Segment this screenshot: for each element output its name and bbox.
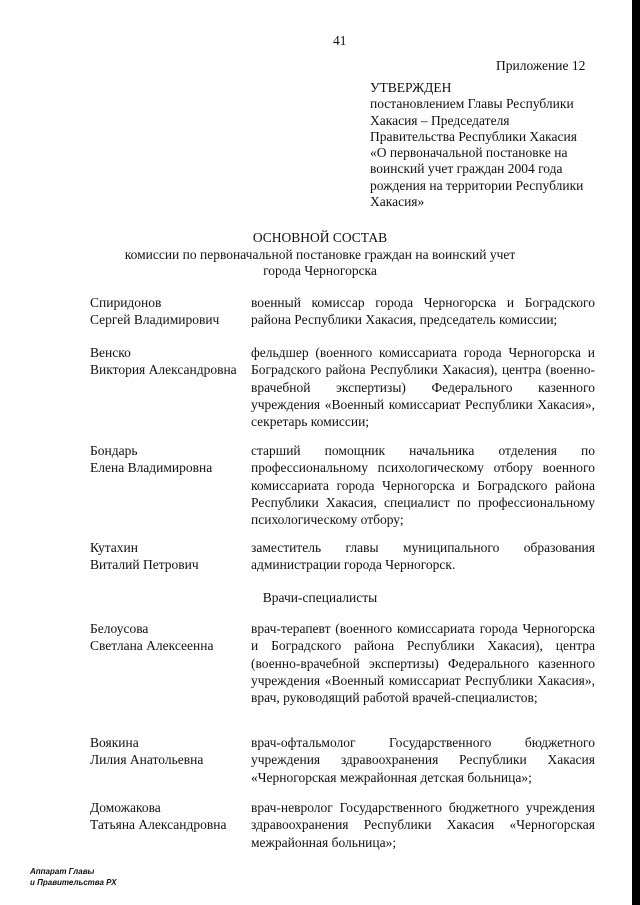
approval-line: постановлением Главы Республики [370,96,574,112]
approval-line: воинский учет граждан 2004 года [370,161,563,177]
member-given-name: Виктория Александровна [90,362,237,378]
document-subtitle-city: города Черногорска [263,263,377,278]
doctor-given-name: Светлана Алексеенна [90,638,214,654]
member-role: военный комиссар города Черногорска и Боградского района Республики Хакасия, председатель комиссии; [251,295,595,328]
doctor-role: врач-терапевт (военного комиссариата города Черногорска и Боградского района Республики Хакасия), центра (военно-врачебной экспертизы) Федерального казенного учреждения «Военный комиссариат Республики Хакасия», врач, руководящий работой врачей-специалистов; [251,621,595,706]
scan-edge [632,0,640,905]
member-role: фельдшер (военного комиссариата города Черногорска и Боградского района Республики Хакасия), центра (военно-врачебной экспертизы) Федерального казенного учреждения «Военный комиссариат Республики Хакасия», секретарь комиссии; [251,345,595,430]
doctor-given-name: Татьяна Александровна [90,817,227,833]
footer-line: Аппарат Главы [30,867,95,876]
member-given-name: Сергей Владимирович [90,312,220,328]
doctor-surname: Воякина [90,735,139,750]
approval-heading: УТВЕРЖДЕН [370,80,452,95]
approval-line: рождения на территории Республики [370,177,584,193]
member-surname: Бондарь [90,443,138,458]
doctor-given-name: Лилия Анатольевна [90,752,204,768]
doctor-role: врач-невролог Государственного бюджетного учреждения здравоохранения Республики Хакасия «Черногорская межрайонная больница»; [251,800,595,850]
member-role: заместитель главы муниципального образования администрации города Черногорск. [251,540,595,573]
member-given-name: Елена Владимировна [90,460,213,476]
approval-line: Хакасия – Председателя [370,112,510,128]
page-number: 41 [333,33,347,48]
approval-block [370,80,610,210]
approval-line: Правительства Республики Хакасия [370,128,577,144]
member-given-name: Виталий Петрович [90,557,199,573]
appendix-label: Приложение 12 [496,58,586,73]
document-subtitle: комиссии по первоначальной постановке граждан на воинский учет [124,247,516,262]
member-surname: Венско [90,345,131,360]
footer-line: и Правительства РХ [30,878,117,887]
approval-line: Хакасия» [370,194,425,210]
member-surname: Кутахин [90,540,138,555]
doctor-surname: Белоусова [90,621,149,636]
document-title: ОСНОВНОЙ СОСТАВ [252,230,388,245]
footer-stamp [30,866,117,888]
doctor-role: врач-офтальмолог Государственного бюджетного учреждения здравоохранения Республики Хакасия «Черногорская межрайонная детская больница»; [251,735,595,785]
member-surname: Спиридонов [90,295,162,310]
section-heading: Врачи-специалисты [262,590,378,605]
member-role: старший помощник начальника отделения по профессиональному психологическому отбору военного комиссариата города Черногорска и Боградского района Республики Хакасия, специалист по профессиональному психологическому отбору; [251,443,595,528]
approval-line: «О первоначальной постановке на [370,145,568,161]
doctor-surname: Доможакова [90,800,161,815]
